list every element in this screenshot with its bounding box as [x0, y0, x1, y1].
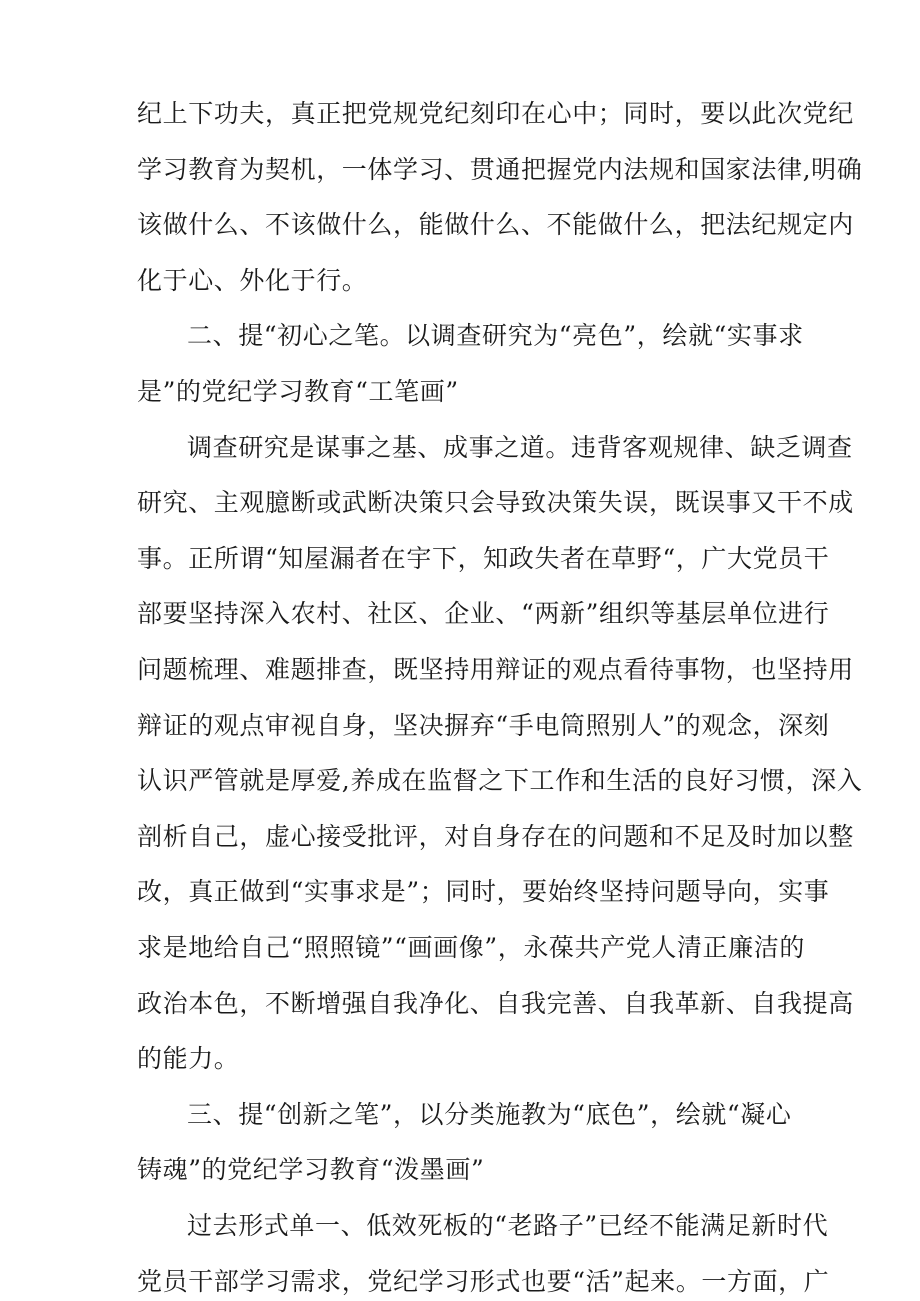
body-text-line: 问题梳理、难题排查，既坚持用辩证的观点看待事物，也坚持用 — [137, 655, 854, 684]
body-text-line: 改，真正做到“实事求是”；同时，要始终坚持问题导向，实事 — [137, 877, 830, 906]
body-text-line: 党员干部学习需求，党纪学习形式也要“活”起来。一方面，广 — [137, 1267, 830, 1296]
body-text-line: 的能力。 — [137, 1044, 240, 1073]
body-text-line: 政治本色，不断增强自我净化、自我完善、自我革新、自我提高 — [137, 989, 854, 1018]
body-text-line: 纪上下功夫，真正把党规党纪刻印在心中；同时，要以此次党纪 — [137, 99, 854, 128]
body-text-line: 求是地给自己“照照镜”“画画像”，永葆共产党人清正廉洁的 — [137, 933, 805, 962]
section-heading-line: 三、提“创新之笔”，以分类施教为“底色”，绘就“凝心 — [187, 1100, 792, 1129]
body-text-line: 过去形式单一、低效死板的“老路子”已经不能满足新时代 — [187, 1211, 829, 1240]
body-text-line: 部要坚持深入农村、社区、企业、“两新”组织等基层单位进行 — [137, 599, 830, 628]
body-text-line: 该做什么、不该做什么，能做什么、不能做什么，把法纪规定内 — [137, 210, 854, 239]
body-text-line: 事。正所谓“知屋漏者在宇下，知政失者在草野“，广大党员干 — [137, 544, 830, 573]
body-text-line: 学习教育为契机，一体学习、贯通把握党内法规和国家法律,明确 — [137, 155, 863, 184]
section-heading-line: 二、提“初心之笔。以调查研究为“亮色”，绘就“实事求 — [187, 321, 804, 350]
body-text-line: 认识严管就是厚爱,养成在监督之下工作和生活的良好习惯，深入 — [137, 766, 863, 795]
section-heading-line: 铸魂”的党纪学习教育“泼墨画” — [137, 1155, 485, 1184]
section-heading-line: 是”的党纪学习教育“工笔画” — [137, 377, 459, 406]
body-text-line: 剖析自己，虚心接受批评，对自身存在的问题和不足及时加以整 — [137, 822, 854, 851]
body-text-line: 化于心、外化于行。 — [137, 266, 368, 295]
body-text-line: 调查研究是谋事之基、成事之道。违背客观规律、缺乏调查 — [187, 433, 853, 462]
body-text-line: 辩证的观点审视自身，坚决摒弃“手电筒照别人”的观念，深刻 — [137, 711, 830, 740]
body-text-line: 研究、主观臆断或武断决策只会导致决策失误，既误事又干不成 — [137, 488, 854, 517]
